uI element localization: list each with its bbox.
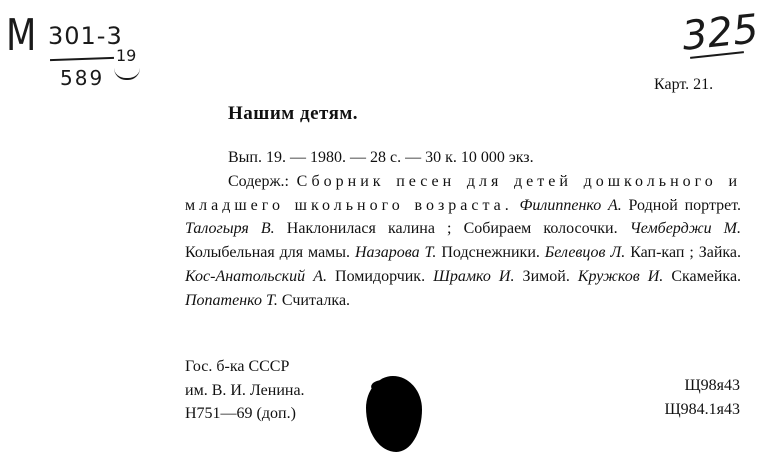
shelf-mark-divider [50,57,114,61]
classification-line-1: Щ98я43 [684,377,740,394]
classification-line-2: Щ984.1я43 [664,400,740,418]
shelf-mark-number: 301-3 [48,22,123,50]
entry-author: Белевцов Л. [544,244,626,262]
library-stamp-text [185,355,305,426]
entry-author: Шрамко И. [433,267,515,285]
entry-author: Попатенко Т. [185,291,278,309]
entry-title: Подснежники. [441,244,540,262]
entry-author: Назарова Т. [354,244,437,262]
shelf-mark-subnumber: 589 [60,66,105,90]
entry-title: Кап-кап ; Зайка. [630,244,742,262]
shelf-mark-volume: 19 [116,46,137,65]
contents-description: Сборник песен для детей дошкольного и младшего школьного возраста. [185,172,742,214]
library-line-2: им. В. И. Ленина. [185,381,305,399]
library-line-3: Н751—69 (доп.) [185,405,296,422]
contents-note [185,170,741,313]
handwritten-card-number: 325 [679,6,761,60]
classification-codes [640,374,740,421]
entry-title: Колыбельная для мамы. [185,244,351,262]
entry-author: Филиппенко А. [519,196,622,214]
entry-author: Чемберджи М. [629,220,741,238]
entry-title: Родной портрет. [628,196,742,214]
record-body [185,146,741,313]
entry-title: Наклонилася калина ; Собираем колосочки. [286,220,618,238]
entry-title: Зимой. [522,267,570,285]
entry-title: Помидорчик. [335,267,426,285]
imprint-line: Вып. 19. — 1980. — 28 с. — 30 к. 10 000 экз. [228,149,534,166]
contents-lead: Содерж.: [228,172,289,190]
entry-author: Талогыря В. [185,220,275,238]
entry-title: Считалка. [281,291,351,309]
shelf-mark-letter: M [6,10,37,61]
shelf-mark-underline [114,68,140,80]
entry-author: Кос-Анатольский А. [185,267,327,285]
record-title: Нашим детям. [228,103,359,124]
entry-author: Кружков И. [577,267,664,285]
entry-title: Скамейка. [671,267,742,285]
library-line-1: Гос. б-ка СССР [185,358,290,375]
card-label: Карт. 21. [654,76,714,93]
